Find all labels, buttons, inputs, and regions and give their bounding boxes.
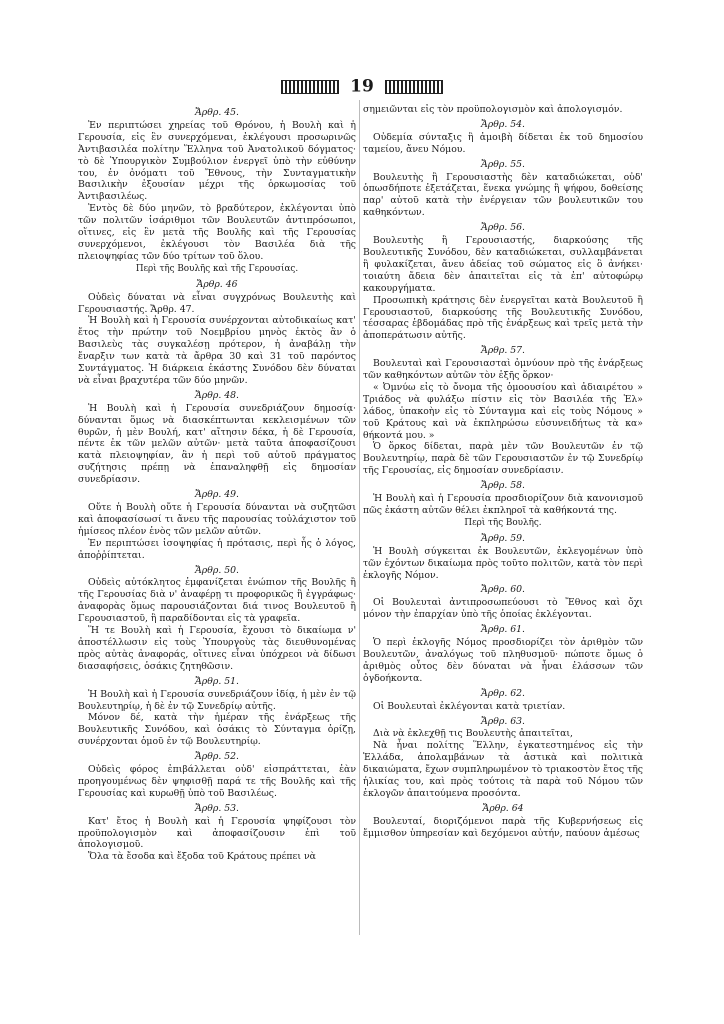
paragraph: Ὁ ὅρκος δίδεται, παρὰ μὲν τῶν Βουλευτῶν ἐν τῷ Βουλευτηρίῳ, παρὰ δὲ τῶν Γερουσιαστῶν ἐν τῷ Συνεδρίῳ τῆς Γερουσίας, εἰς δημοσίαν συνεδρίασιν. xyxy=(363,441,643,477)
article-heading: Ἄρθρ. 49. xyxy=(194,489,240,501)
right-ornament xyxy=(385,80,443,94)
paragraph: Προσωπικὴ κράτησις δὲν ἐνεργεῖται κατὰ Βουλευτοῦ ἢ Γερουσιαστοῦ, διαρκούσης τῆς Βουλευτικῆς Συνόδου, τέσσαρας ἑβδομάδας πρὸ τῆς ἐνάρξεως καὶ τρεῖς μετὰ τὴν ἀποπεράτωσιν αὐτῆς. xyxy=(363,294,643,342)
section-subheading: Περὶ τῆς Βουλῆς. xyxy=(464,517,542,528)
page-header xyxy=(0,76,724,97)
paragraph: Ἐν περιπτώσει χηρείας τοῦ Θρόνου, ἡ Βουλὴ καὶ ἡ Γερουσία, εἰς ἓν συνερχόμεναι, ἐκλέγουσι προσωρινῶς Ἀντιβασιλέα πολίτην Ἕλληνα τοῦ Ἀνατολικοῦ δόγματος· τὸ δὲ Ὑπουργικὸν Συμβούλιον ἐνεργεῖ ὑπὸ τὴν εὐθύνην του, ἐν ὀνόματι τοῦ Ἔθνους, τὴν Συνταγματικὴν Βασιλικὴν ἐξουσίαν μέχρι τῆς ὁρκωμοσίας τοῦ Ἀντιβασιλέως. xyxy=(78,119,356,203)
article-heading: Ἄρθρ. 60. xyxy=(480,584,526,596)
paragraph: Οἱ Βουλευταὶ ἐκλέγονται κατὰ τριετίαν. xyxy=(373,700,566,712)
paragraph: Βουλευταὶ καὶ Γερουσιασταὶ ὀμνύουν πρὸ τῆς ἐνάρξεως τῶν καθηκόντων αὐτῶν τὸν ἑξῆς ὅρκον· xyxy=(363,358,643,382)
paragraph: Ὁ περὶ ἐκλογῆς Νόμος προσδιορίζει τὸν ἀριθμὸν τῶν Βουλευτῶν, ἀναλόγως τοῦ πληθυσμοῦ· πώποτε ὅμως ὁ ἀριθμὸς οὗτος δὲν δύναται νὰ ἦναι ἐλάσσων τῶν ὀγδοήκοντα. xyxy=(363,637,643,684)
paragraph: σημειῶνται εἰς τὸν προϋπολογισμὸν καὶ ἀπολογισμόν. xyxy=(363,104,623,115)
article-heading: Ἄρθρ. 52. xyxy=(194,751,240,763)
paragraph: Διὰ νὰ ἐκλεχθῇ τις Βουλευτὴς ἀπαιτεῖται, xyxy=(373,728,573,740)
article-heading: Ἄρθρ. 50. xyxy=(194,564,240,576)
paragraph: Βουλευτὴς ἢ Γερουσιαστὴς δὲν καταδιώκεται, οὐδ' ὁπωσδήποτε ἐξετάζεται, ἕνεκα γνώμης ἢ ψήφου, δοθείσης παρ' αὐτοῦ κατὰ τὴν ἐνέργειαν τῶν βουλευτικῶν του καθηκόντων. xyxy=(363,171,643,219)
article-heading: Ἄρθρ. 45. xyxy=(194,107,240,118)
article-heading: Ἄρθρ. 53. xyxy=(194,802,240,814)
paragraph: Ἐντὸς δὲ δύο μηνῶν, τὸ βραδύτερον, ἐκλέγονται ὑπὸ τῶν πολιτῶν ἰσάριθμοι τῶν Βουλευτῶν ἀντιπρόσωποι, οἵτινες, εἰς ἓν μετὰ τῆς Βουλῆς καὶ τῆς Γερουσίας συνερχόμενοι, ἐκλέγουσι τὸν Βασιλέα διὰ τῆς πλειοψηφίας τῶν δύο τρίτων τοῦ ὅλου. xyxy=(78,203,356,262)
column-divider xyxy=(359,100,360,935)
paragraph: Ἡ Βουλὴ καὶ ἡ Γερουσία συνεδριάζουν ἰδίᾳ, ἡ μὲν ἐν τῷ Βουλευτηρίῳ, ἡ δὲ ἐν τῷ Συνεδρίῳ αὐτῆς. xyxy=(78,688,356,712)
page-number: 19 xyxy=(350,76,374,97)
article-heading: Ἄρθρ. 58. xyxy=(480,480,526,492)
paragraph: Νὰ ἦναι πολίτης Ἕλλην, ἐγκατεστημένος εἰς τὴν Ἑλλάδα, ἀπολαμβάνων τὰ ἀστικὰ καὶ πολιτικὰ δικαιώματα, ἔχων συμπληρωμένον τὸ τριακοστὸν ἔτος τῆς ἡλικίας του, καὶ πρὸς τούτοις τὰ παρὰ τοῦ Νόμου τῶν ἐκλογῶν ἀπαιτούμενα προσόντα. xyxy=(363,740,643,799)
left-column xyxy=(78,104,356,863)
paragraph: Ἡ Βουλὴ καὶ ἡ Γερουσία συνεδριάζουν δημοσίᾳ· δύνανται ὅμως νὰ διασκέπτωνται κεκλεισμένων τῶν θυρῶν, ἡ μὲν Βουλή, κατ' αἴτησιν δέκα, ἡ δὲ Γερουσία, πέντε ἐκ τῶν μελῶν αὐτῶν· μετὰ ταῦτα ἀποφασίζουσι κατὰ πλειοψηφίαν, ἂν ἡ περὶ τοῦ αὐτοῦ πράγματος συζήτησις πρέπῃ νὰ ἐπαναληφθῇ εἰς δημοσίαν συνεδρίασιν. xyxy=(78,402,356,486)
paragraph: Ὅλα τὰ ἔσοδα καὶ ἔξοδα τοῦ Κράτους πρέπει νὰ xyxy=(88,851,316,863)
paragraph: Οὔτε ἡ Βουλὴ οὔτε ἡ Γερουσία δύνανται νὰ συζητῶσι καὶ ἀποφασίσωσί τι ἄνευ τῆς παρουσίας τοὐλάχιστον τοῦ ἡμίσεος πλέον ἑνὸς τῶν μελῶν αὐτῶν. xyxy=(78,502,356,537)
paragraph: Κατ' ἔτος ἡ Βουλὴ καὶ ἡ Γερουσία ψηφίζουσι τὸν προϋπολογισμὸν καὶ ἀποφασίζουσιν ἐπὶ τοῦ ἀπολογισμοῦ. xyxy=(78,815,356,851)
paragraph: Οὐδεὶς αὐτόκλητος ἐμφανίζεται ἐνώπιον τῆς Βουλῆς ἢ τῆς Γερουσίας διὰ ν' ἀναφέρῃ τι προφορικῶς ἢ ἐγγράφως· ἀναφορὰς ὅμως παρουσιάζονται διά τινος Βουλευτοῦ ἢ Γερουσιαστοῦ, ἢ παραδίδονται εἰς τὰ γραφεῖα. xyxy=(78,577,356,625)
paragraph: Ἡ Βουλὴ καὶ ἡ Γερουσία προσδιορίζουν διὰ κανονισμοῦ πῶς ἑκάστη αὐτῶν θέλει ἐκπληροῖ τὰ καθήκοντά της. xyxy=(363,493,643,516)
article-heading: Ἄρθρ. 55. xyxy=(480,158,526,170)
left-ornament xyxy=(281,80,339,94)
right-column xyxy=(363,104,643,840)
article-heading: Ἄρθρ. 63. xyxy=(480,715,526,727)
paragraph: Οὐδεὶς φόρος ἐπιβάλλεται οὐδ' εἰσπράττεται, ἐὰν προηγουμένως δὲν ψηφισθῇ παρά τε τῆς Βουλῆς καὶ τῆς Γερουσίας καὶ κυρωθῇ ὑπὸ τοῦ Βασιλέως. xyxy=(78,764,356,799)
paragraph: Ἥ τε Βουλὴ καὶ ἡ Γερουσία, ἔχουσι τὸ δικαίωμα ν' ἀποστέλλωσιν εἰς τοὺς Ὑπουργοὺς τὰς διευθυνομένας πρὸς αὐτὰς ἀναφοράς, οἵτινες εἶναι ὑπόχρεοι νὰ δίδωσι διασαφήσεις, ὁσάκις ζητηθῶσιν. xyxy=(78,625,356,672)
paragraph: Ἡ Βουλὴ καὶ ἡ Γερουσία συνέρχονται αὐτοδικαίως κατ' ἔτος τὴν πρώτην τοῦ Νοεμβρίου μηνὸς ἐκτὸς ἂν ὁ Βασιλεὺς τὰς συγκαλέσῃ πρότερον, ἡ ἀναβάλῃ τὴν ἔναρξιν των κατὰ τὰ ἄρθρα 30 καὶ 31 τοῦ παρόντος Συντάγματος. Ἡ διάρκεια ἑκάστης Συνόδου δὲν δύναται νὰ εἶναι βραχυτέρα τῶν δύο μηνῶν. xyxy=(78,315,356,386)
article-heading: Ἄρθρ. 48. xyxy=(194,389,240,401)
article-heading: Ἄρθρ. 46 xyxy=(196,278,238,290)
paragraph: Οὐδεμία σύνταξις ἢ ἀμοιβὴ δίδεται ἐκ τοῦ δημοσίου ταμείου, ἄνευ Νόμου. xyxy=(363,131,643,155)
paragraph: « Ὀμνύω εἰς τὸ ὄνομα τῆς ὁμοουσίου καὶ ἀδιαιρέτου » Τριάδος νὰ φυλάξω πίστιν εἰς τὸν Βασιλέα τῆς Ἑλ» λάδος, ὑπακοὴν εἰς τὸ Σύνταγμα καὶ εἰς τοὺς Νόμους » τοῦ Κράτους καὶ νὰ ἐκπληρώσω εὐσυνειδήτως τὰ κα» θήκοντά μου. » xyxy=(363,381,643,441)
paragraph: Οἱ Βουλευταὶ ἀντιπροσωπεύουσι τὸ Ἔθνος καὶ ὄχι μόνον τὴν ἐπαρχίαν ὑπὸ τῆς ὁποίας ἐκλέγονται. xyxy=(363,597,643,621)
paragraph: Βουλευταί, διοριζόμενοι παρὰ τῆς Κυβερνήσεως εἰς ἔμμισθον ὑπηρεσίαν καὶ δεχόμενοι αὐτήν, παύουν ἀμέσως xyxy=(363,815,643,839)
article-heading: Ἄρθρ. 57. xyxy=(480,345,526,357)
article-heading: Ἄρθρ. 56. xyxy=(480,222,526,234)
paragraph: Ἡ Βουλὴ σύγκειται ἐκ Βουλευτῶν, ἐκλεγομένων ὑπὸ τῶν ἐχόντων δικαίωμα πρὸς τοῦτο πολιτῶν, κατὰ τὸν περὶ ἐκλογῆς Νόμον. xyxy=(363,545,643,581)
paragraph: Οὐδεὶς δύναται νὰ εἶναι συγχρόνως Βουλευτὴς καὶ Γερουσιαστής. Ἄρθρ. 47. xyxy=(78,291,356,315)
article-heading: Ἄρθρ. 51. xyxy=(194,675,240,687)
section-subheading: Περὶ τῆς Βουλῆς καὶ τῆς Γερουσίας. xyxy=(135,263,299,274)
paragraph: Βουλευτὴς ἢ Γερουσιαστής, διαρκούσης τῆς Βουλευτικῆς Συνόδου, δὲν καταδιώκεται, συλλαμβάνεται ἢ φυλακίζεται, ἄνευ ἀδείας τοῦ σώματος εἰς ὃ ἀνήκει· τοιαύτη ἄδεια δὲν ἀπαιτεῖται εἰς τὰ ἐπ' αὐτοφώρῳ κακουργήματα. xyxy=(363,235,643,294)
article-heading: Ἄρθρ. 64 xyxy=(482,802,524,814)
article-heading: Ἄρθρ. 62. xyxy=(480,687,526,699)
article-heading: Ἄρθρ. 61. xyxy=(480,624,526,636)
paragraph: Μόνον δέ, κατὰ τὴν ἡμέραν τῆς ἐνάρξεως τῆς Βουλευτικῆς Συνόδου, καὶ ὁσάκις τὸ Σύνταγμα ὁρίζῃ, συνέρχονται ὁμοῦ ἐν τῷ Βουλευτηρίῳ. xyxy=(78,712,356,748)
paragraph: Ἐν περιπτώσει ἰσοψηφίας ἡ πρότασις, περὶ ἧς ὁ λόγος, ἀποῤῥίπτεται. xyxy=(78,537,356,561)
article-heading: Ἄρθρ. 54. xyxy=(480,118,526,130)
article-heading: Ἄρθρ. 59. xyxy=(480,532,526,544)
